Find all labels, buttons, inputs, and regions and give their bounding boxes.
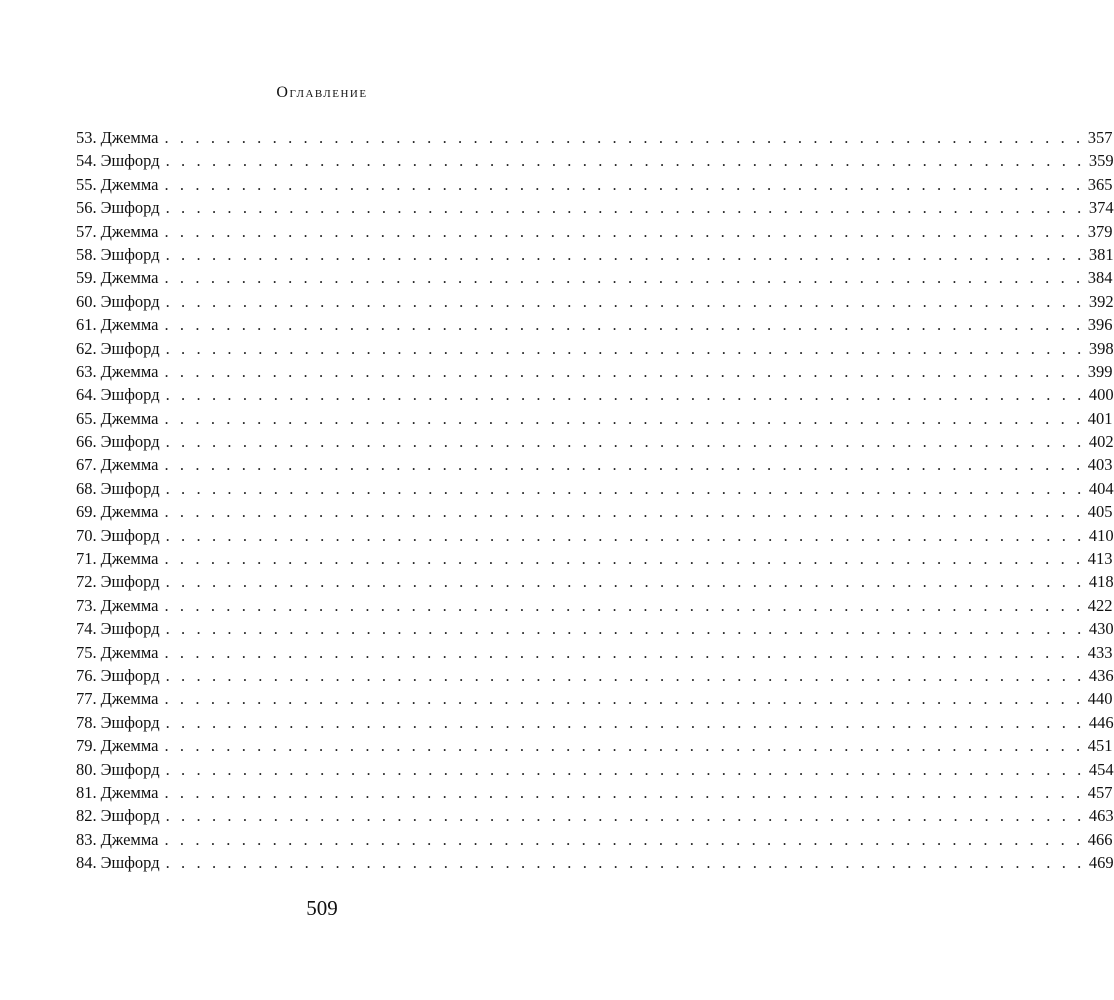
chapter-title: Джемма (100, 315, 159, 335)
toc-entry (76, 641, 1113, 664)
chapter-number: 58. (76, 244, 97, 264)
dot-leader: . . . . . . . . . . . . . . . . . . . . . . . . . . . . . . . . . . . . . . . . . . . . . . . . . . . . . . . . . . . . (164, 829, 1084, 849)
dot-leader: . . . . . . . . . . . . . . . . . . . . . . . . . . . . . . . . . . . . . . . . . . . . . . . . . . . . . . . . . . . . (164, 221, 1084, 241)
chapter-title: Эшфорд (100, 338, 160, 358)
chapter-page-number: 365 (1087, 174, 1113, 194)
chapter-page-number: 422 (1087, 595, 1113, 615)
chapter-title: Эшфорд (100, 806, 160, 826)
chapter-title: Джемма (100, 361, 159, 381)
chapter-page-number: 398 (1088, 338, 1114, 358)
chapter-title: Джемма (100, 174, 159, 194)
dot-leader: . . . . . . . . . . . . . . . . . . . . . . . . . . . . . . . . . . . . . . . . . . . . . . . . . . . . . . . . . . . . (164, 315, 1084, 335)
chapter-page-number: 403 (1087, 455, 1113, 475)
chapter-title: Джемма (100, 268, 159, 288)
chapter-title: Джемма (100, 408, 159, 428)
toc-entry (76, 290, 1114, 313)
chapter-page-number: 463 (1088, 806, 1114, 826)
chapter-page-number: 469 (1088, 853, 1114, 873)
toc-entry (76, 243, 1114, 266)
dot-leader: . . . . . . . . . . . . . . . . . . . . . . . . . . . . . . . . . . . . . . . . . . . . . . . . . . . . . . . . . . . . (164, 642, 1084, 662)
chapter-page-number: 410 (1088, 525, 1114, 545)
chapter-number: 67. (76, 455, 97, 475)
chapter-title: Эшфорд (100, 244, 160, 264)
chapter-number: 56. (76, 198, 97, 218)
dot-leader: . . . . . . . . . . . . . . . . . . . . . . . . . . . . . . . . . . . . . . . . . . . . . . . . . . . . . . . . . . . . (165, 759, 1085, 779)
chapter-page-number: 357 (1087, 128, 1113, 147)
chapter-title: Эшфорд (100, 619, 160, 639)
chapter-number: 79. (76, 736, 97, 756)
chapter-title: Джемма (100, 221, 159, 241)
dot-leader: . . . . . . . . . . . . . . . . . . . . . . . . . . . . . . . . . . . . . . . . . . . . . . . . . . . . . . . . . . . . (165, 572, 1085, 592)
chapter-page-number: 379 (1087, 221, 1113, 241)
toc-entry (76, 547, 1113, 570)
chapter-number: 71. (76, 549, 97, 569)
chapter-page-number: 418 (1088, 572, 1114, 592)
chapter-title: Джемма (100, 829, 159, 849)
dot-leader: . . . . . . . . . . . . . . . . . . . . . . . . . . . . . . . . . . . . . . . . . . . . . . . . . . . . . . . . . . . . (165, 432, 1085, 452)
chapter-title: Эшфорд (100, 385, 160, 405)
chapter-number: 64. (76, 385, 97, 405)
chapter-page-number: 404 (1088, 478, 1114, 498)
chapter-page-number: 381 (1088, 244, 1114, 264)
toc-entry (76, 313, 1113, 336)
chapter-page-number: 433 (1087, 642, 1113, 662)
chapter-page-number: 359 (1088, 151, 1114, 171)
chapter-number: 75. (76, 642, 97, 662)
toc-entry (76, 758, 1114, 781)
chapter-title: Эшфорд (100, 759, 160, 779)
chapter-page-number: 457 (1087, 782, 1113, 802)
chapter-title: Эшфорд (100, 478, 160, 498)
toc-entry (76, 337, 1114, 360)
chapter-number: 59. (76, 268, 97, 288)
dot-leader: . . . . . . . . . . . . . . . . . . . . . . . . . . . . . . . . . . . . . . . . . . . . . . . . . . . . . . . . . . . . (164, 595, 1084, 615)
chapter-title: Джемма (100, 736, 159, 756)
chapter-number: 82. (76, 806, 97, 826)
chapter-page-number: 392 (1088, 291, 1114, 311)
chapter-title: Эшфорд (100, 525, 160, 545)
chapter-page-number: 405 (1087, 502, 1113, 522)
dot-leader: . . . . . . . . . . . . . . . . . . . . . . . . . . . . . . . . . . . . . . . . . . . . . . . . . . . . . . . . . . . . (165, 198, 1085, 218)
toc-entry (76, 266, 1113, 289)
dot-leader: . . . . . . . . . . . . . . . . . . . . . . . . . . . . . . . . . . . . . . . . . . . . . . . . . . . . . . . . . . . . (165, 806, 1085, 826)
chapter-number: 78. (76, 712, 97, 732)
chapter-number: 61. (76, 315, 97, 335)
chapter-title: Джемма (100, 455, 159, 475)
toc-entry (76, 781, 1113, 804)
dot-leader: . . . . . . . . . . . . . . . . . . . . . . . . . . . . . . . . . . . . . . . . . . . . . . . . . . . . . . . . . . . . (164, 455, 1084, 475)
toc-entry (76, 453, 1113, 476)
dot-leader: . . . . . . . . . . . . . . . . . . . . . . . . . . . . . . . . . . . . . . . . . . . . . . . . . . . . . . . . . . . . (164, 502, 1084, 522)
toc-entry (76, 524, 1114, 547)
chapter-title: Джемма (100, 595, 159, 615)
chapter-page-number: 400 (1088, 385, 1114, 405)
chapter-title: Джемма (100, 642, 159, 662)
chapter-page-number: 413 (1087, 549, 1113, 569)
dot-leader: . . . . . . . . . . . . . . . . . . . . . . . . . . . . . . . . . . . . . . . . . . . . . . . . . . . . . . . . . . . . (165, 665, 1085, 685)
chapter-number: 57. (76, 221, 97, 241)
chapter-number: 81. (76, 782, 97, 802)
dot-leader: . . . . . . . . . . . . . . . . . . . . . . . . . . . . . . . . . . . . . . . . . . . . . . . . . . . . . . . . . . . . (165, 853, 1085, 873)
chapter-number: 53. (76, 128, 97, 147)
chapter-title: Эшфорд (100, 432, 160, 452)
chapter-number: 72. (76, 572, 97, 592)
toc-entry (76, 594, 1113, 617)
dot-leader: . . . . . . . . . . . . . . . . . . . . . . . . . . . . . . . . . . . . . . . . . . . . . . . . . . . . . . . . . . . . (164, 736, 1084, 756)
chapter-number: 73. (76, 595, 97, 615)
chapter-number: 55. (76, 174, 97, 194)
chapter-title: Джемма (100, 128, 159, 147)
chapter-number: 68. (76, 478, 97, 498)
dot-leader: . . . . . . . . . . . . . . . . . . . . . . . . . . . . . . . . . . . . . . . . . . . . . . . . . . . . . . . . . . . . (164, 268, 1084, 288)
toc-entry (76, 430, 1114, 453)
dot-leader: . . . . . . . . . . . . . . . . . . . . . . . . . . . . . . . . . . . . . . . . . . . . . . . . . . . . . . . . . . . . (164, 689, 1084, 709)
chapter-number: 54. (76, 151, 97, 171)
chapter-title: Джемма (100, 549, 159, 569)
toc-entry (76, 196, 1114, 219)
chapter-page-number: 446 (1088, 712, 1114, 732)
chapter-title: Эшфорд (100, 853, 160, 873)
chapter-page-number: 401 (1087, 408, 1113, 428)
dot-leader: . . . . . . . . . . . . . . . . . . . . . . . . . . . . . . . . . . . . . . . . . . . . . . . . . . . . . . . . . . . . (165, 525, 1085, 545)
chapter-title: Эшфорд (100, 198, 160, 218)
toc-entry (76, 828, 1113, 851)
chapter-number: 69. (76, 502, 97, 522)
dot-leader: . . . . . . . . . . . . . . . . . . . . . . . . . . . . . . . . . . . . . . . . . . . . . . . . . . . . . . . . . . . . (165, 712, 1085, 732)
dot-leader: . . . . . . . . . . . . . . . . . . . . . . . . . . . . . . . . . . . . . . . . . . . . . . . . . . . . . . . . . . . . (165, 478, 1085, 498)
toc-entry (76, 617, 1114, 640)
toc-entry (76, 734, 1113, 757)
dot-leader: . . . . . . . . . . . . . . . . . . . . . . . . . . . . . . . . . . . . . . . . . . . . . . . . . . . . . . . . . . . . (165, 244, 1085, 264)
toc-entry (76, 711, 1114, 734)
toc-entry (76, 360, 1113, 383)
chapter-title: Эшфорд (100, 665, 160, 685)
chapter-page-number: 440 (1087, 689, 1113, 709)
dot-leader: . . . . . . . . . . . . . . . . . . . . . . . . . . . . . . . . . . . . . . . . . . . . . . . . . . . . . . . . . . . . (164, 128, 1084, 147)
chapter-title: Джемма (100, 689, 159, 709)
chapter-title: Эшфорд (100, 291, 160, 311)
toc-entry (76, 664, 1114, 687)
toc-entry (76, 383, 1114, 406)
chapter-title: Эшфорд (100, 712, 160, 732)
toc-entry (76, 407, 1113, 430)
chapter-number: 76. (76, 665, 97, 685)
chapter-title: Эшфорд (100, 151, 160, 171)
chapter-page-number: 451 (1087, 736, 1113, 756)
toc-entry (76, 477, 1114, 500)
chapter-number: 83. (76, 829, 97, 849)
chapter-number: 74. (76, 619, 97, 639)
chapter-number: 77. (76, 689, 97, 709)
chapter-number: 70. (76, 525, 97, 545)
chapter-page-number: 402 (1088, 432, 1114, 452)
toc-entry (76, 149, 1114, 172)
dot-leader: . . . . . . . . . . . . . . . . . . . . . . . . . . . . . . . . . . . . . . . . . . . . . . . . . . . . . . . . . . . . (165, 619, 1085, 639)
dot-leader: . . . . . . . . . . . . . . . . . . . . . . . . . . . . . . . . . . . . . . . . . . . . . . . . . . . . . . . . . . . . (164, 408, 1084, 428)
chapter-page-number: 454 (1088, 759, 1114, 779)
chapter-number: 65. (76, 408, 97, 428)
page-number: 509 (306, 896, 338, 920)
toc-entry (76, 500, 1113, 523)
page-heading: Оглавление (276, 84, 368, 101)
toc-entry (76, 173, 1113, 196)
chapter-title: Джемма (100, 782, 159, 802)
dot-leader: . . . . . . . . . . . . . . . . . . . . . . . . . . . . . . . . . . . . . . . . . . . . . . . . . . . . . . . . . . . . (164, 782, 1084, 802)
chapter-number: 60. (76, 291, 97, 311)
chapter-page-number: 374 (1088, 198, 1114, 218)
chapter-number: 66. (76, 432, 97, 452)
toc-entry (76, 570, 1114, 593)
chapter-page-number: 466 (1087, 829, 1113, 849)
chapter-number: 63. (76, 361, 97, 381)
chapter-number: 62. (76, 338, 97, 358)
chapter-page-number: 430 (1088, 619, 1114, 639)
dot-leader: . . . . . . . . . . . . . . . . . . . . . . . . . . . . . . . . . . . . . . . . . . . . . . . . . . . . . . . . . . . . (164, 549, 1084, 569)
chapter-page-number: 436 (1088, 665, 1114, 685)
toc-entry (76, 126, 1113, 149)
toc-entry (76, 804, 1114, 827)
dot-leader: . . . . . . . . . . . . . . . . . . . . . . . . . . . . . . . . . . . . . . . . . . . . . . . . . . . . . . . . . . . . (164, 174, 1084, 194)
dot-leader: . . . . . . . . . . . . . . . . . . . . . . . . . . . . . . . . . . . . . . . . . . . . . . . . . . . . . . . . . . . . (164, 361, 1084, 381)
chapter-number: 80. (76, 759, 97, 779)
chapter-page-number: 384 (1087, 268, 1113, 288)
table-of-contents (76, 126, 1114, 875)
toc-entry (76, 851, 1114, 874)
chapter-title: Эшфорд (100, 572, 160, 592)
dot-leader: . . . . . . . . . . . . . . . . . . . . . . . . . . . . . . . . . . . . . . . . . . . . . . . . . . . . . . . . . . . . (165, 385, 1085, 405)
chapter-title: Джемма (100, 502, 159, 522)
dot-leader: . . . . . . . . . . . . . . . . . . . . . . . . . . . . . . . . . . . . . . . . . . . . . . . . . . . . . . . . . . . . (165, 151, 1085, 171)
toc-entry (76, 220, 1113, 243)
dot-leader: . . . . . . . . . . . . . . . . . . . . . . . . . . . . . . . . . . . . . . . . . . . . . . . . . . . . . . . . . . . . (165, 338, 1085, 358)
chapter-page-number: 399 (1087, 361, 1113, 381)
chapter-number: 84. (76, 853, 97, 873)
toc-entry (76, 687, 1113, 710)
dot-leader: . . . . . . . . . . . . . . . . . . . . . . . . . . . . . . . . . . . . . . . . . . . . . . . . . . . . . . . . . . . . (165, 291, 1085, 311)
chapter-page-number: 396 (1087, 315, 1113, 335)
